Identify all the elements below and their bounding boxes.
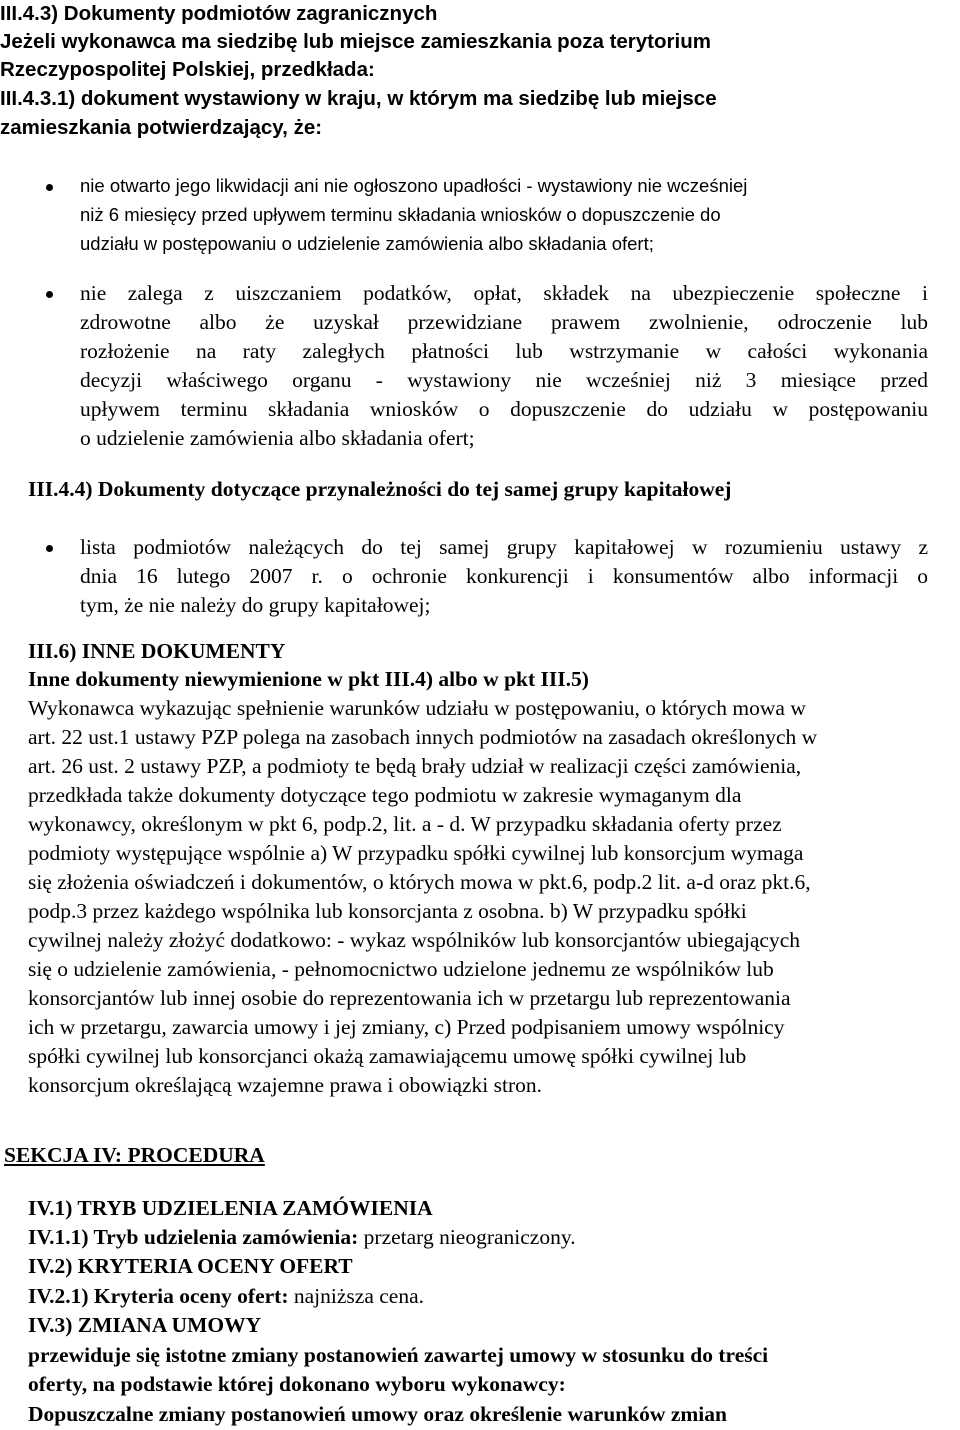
iv3-heading: IV.3) ZMIANA UMOWY (28, 1313, 262, 1337)
iv11-line (28, 1224, 576, 1250)
body-line-12: ich w przetargu, zawarcia umowy i jej zmiany, c) Przed podpisaniem umowy wspólnicy (28, 1015, 785, 1039)
body-line-13: spółki cywilnej lub konsorcjanci okażą zamawiającemu umowę spółki cywilnej lub (28, 1044, 747, 1068)
bullet-1-line-2: niż 6 miesięcy przed upływem terminu składania wniosków o dopuszczenie do (80, 204, 721, 225)
bullet-2-line-1: nie zalega z uiszczaniem podatków, opłat, składek na ubezpieczenie społeczne i (80, 281, 928, 305)
body-line-8: podp.3 przez każdego wspólnika lub konsorcjanta z osobna. b) W przypadku spółki (28, 899, 747, 923)
section-heading-3-4-3: III.4.3) Dokumenty podmiotów zagranicznych (0, 2, 438, 25)
bullet-2-line-6: o udzielenie zamówienia albo składania ofert; (80, 426, 475, 450)
body-line-3: art. 26 ust. 2 ustawy PZP, a podmioty te będą brały udział w realizacji części zamówienia, (28, 754, 802, 778)
iv3-line-1: przewiduje się istotne zmiany postanowień zawartej umowy w stosunku do treści (28, 1343, 769, 1367)
bullet-2-line-4: decyzji właściwego organu - wystawiony nie wcześniej niż 3 miesiące przed (80, 368, 928, 392)
section-heading-4: SEKCJA IV: PROCEDURA (4, 1143, 265, 1167)
intro-line-3: III.4.3.1) dokument wystawiony w kraju, w którym ma siedzibę lub miejsce (0, 87, 717, 110)
bullet-1-line-1: nie otwarto jego likwidacji ani nie ogłoszono upadłości - wystawiony nie wcześniej (80, 175, 748, 196)
body-line-4: przedkłada także dokumenty dotyczące tego podmiotu w zakresie wymaganym dla (28, 783, 742, 807)
bullet-icon (46, 291, 53, 298)
iv11-label: IV.1.1) Tryb udzielenia zamówienia: (28, 1225, 359, 1249)
intro-line-4: zamieszkania potwierdzający, że: (0, 116, 323, 139)
body-line-10: się o udzielenie zamówienia, - pełnomocnictwo udzielone jednemu ze wspólników lub (28, 957, 774, 981)
body-line-5: wykonawcy, określonym w pkt 6, podp.2, lit. a - d. W przypadku składania oferty przez (28, 812, 782, 836)
bullet-icon (46, 184, 53, 191)
iv3-line-3: Dopuszczalne zmiany postanowień umowy oraz określenie warunków zmian (28, 1402, 727, 1426)
body-line-11: konsorcjantów lub innej osobie do reprezentowania ich w przetargu lub reprezentowania (28, 986, 791, 1010)
iv1-heading: IV.1) TRYB UDZIELENIA ZAMÓWIENIA (28, 1196, 433, 1220)
group-bullet-line-1: lista podmiotów należących do tej samej grupy kapitałowej w rozumieniu ustawy z (80, 535, 928, 559)
iv21-line (28, 1283, 424, 1309)
bullet-2-line-3: rozłożenie na raty zaległych płatności lub wstrzymanie w całości wykonania (80, 339, 928, 363)
iv3-line-2: oferty, na podstawie której dokonano wyboru wykonawcy: (28, 1372, 566, 1396)
body-line-9: cywilnej należy złożyć dodatkowo: - wykaz wspólników lub konsorcjantów ubiegających (28, 928, 800, 952)
section-subheading-3-6: Inne dokumenty niewymienione w pkt III.4) albo w pkt III.5) (28, 667, 589, 691)
body-line-2: art. 22 ust.1 ustawy PZP polega na zasobach innych podmiotów na zasadach określonych w (28, 725, 818, 749)
section-heading-3-6: III.6) INNE DOKUMENTY (28, 639, 286, 663)
bullet-2-line-5: upływem terminu składania wniosków o dopuszczenie do udziału w postępowaniu (80, 397, 928, 421)
body-line-6: podmioty występujące wspólnie a) W przypadku spółki cywilnej lub konsorcjum wymaga (28, 841, 804, 865)
body-line-7: się złożenia oświadczeń i dokumentów, o których mowa w pkt.6, podp.2 lit. a-d oraz pkt.6, (28, 870, 811, 894)
iv11-value: przetarg nieograniczony. (358, 1225, 576, 1249)
intro-line-1: Jeżeli wykonawca ma siedzibę lub miejsce zamieszkania poza terytorium (0, 30, 711, 53)
bullet-icon (46, 545, 53, 552)
intro-line-2: Rzeczypospolitej Polskiej, przedkłada: (0, 58, 375, 81)
iv2-heading: IV.2) KRYTERIA OCENY OFERT (28, 1254, 353, 1278)
iv21-value: najniższa cena. (288, 1284, 424, 1308)
group-bullet-line-3: tym, że nie należy do grupy kapitałowej; (80, 593, 431, 617)
bullet-1-line-3: udziału w postępowaniu o udzielenie zamówienia albo składania ofert; (80, 233, 654, 254)
bullet-2-line-2: zdrowotne albo że uzyskał przewidziane prawem zwolnienie, odroczenie lub (80, 310, 928, 334)
group-bullet-line-2: dnia 16 lutego 2007 r. o ochronie konkurencji i konsumentów albo informacji o (80, 564, 928, 588)
iv21-label: IV.2.1) Kryteria oceny ofert: (28, 1284, 289, 1308)
section-heading-3-4-4: III.4.4) Dokumenty dotyczące przynależności do tej samej grupy kapitałowej (28, 477, 732, 501)
body-line-14: konsorcjum określającą wzajemne prawa i obowiązki stron. (28, 1073, 543, 1097)
body-line-1: Wykonawca wykazując spełnienie warunków udziału w postępowaniu, o których mowa w (28, 696, 806, 720)
